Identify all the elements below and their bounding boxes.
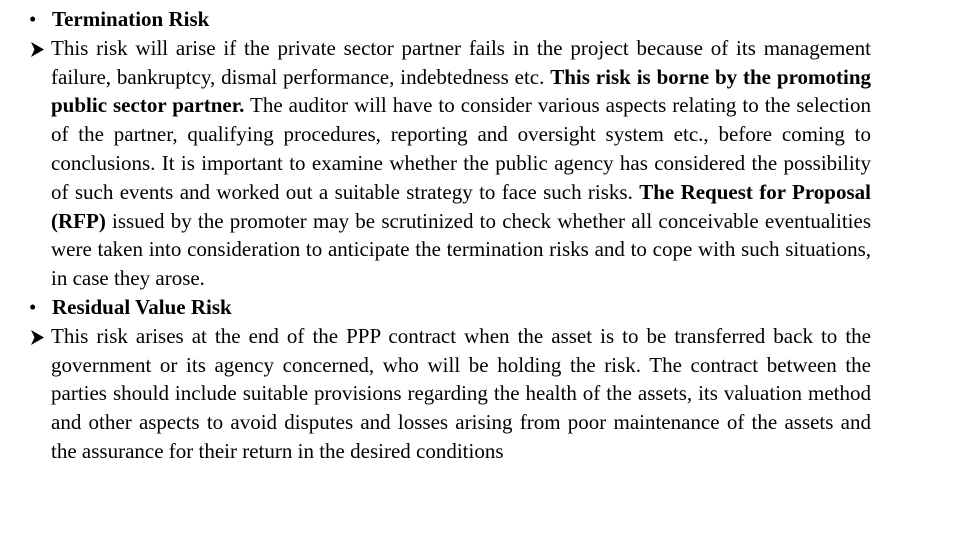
arrow-bullet-icon	[29, 34, 47, 63]
paragraph-text: issued by the promoter may be scrutinized to check whether all conceivable eventualities were taken into consideration to anticipate the termination risks and to cope with such situations, in case they arose.	[51, 208, 871, 291]
bullet-icon: •	[29, 7, 37, 31]
termination-risk-paragraph	[29, 34, 871, 293]
termination-risk-heading	[29, 5, 871, 34]
slide-content	[29, 5, 871, 466]
heading-text: Termination Risk	[52, 7, 210, 31]
paragraph-text: This risk arises at the end of the PPP contract when the asset is to be transferred back to the government or its agency concerned, who will be holding the risk. The contract between the parties should include suitable provisions regarding the health of the assets, its valuation method and other aspects to avoid disputes and losses arising from poor maintenance of the assets and the assurance for their return in the desired conditions	[51, 323, 871, 463]
paragraph-bold-text: The Request for Proposal (RFP)	[51, 179, 871, 233]
arrow-bullet-icon	[29, 322, 47, 351]
paragraph-text: This risk will arise if the private sector partner fails in the project because of its management failure, bankruptcy, dismal performance, indebtedness etc.	[51, 35, 871, 89]
residual-value-risk-paragraph	[29, 322, 871, 466]
paragraph-bold-text: This risk is borne by the promoting public sector partner.	[51, 64, 872, 118]
bullet-icon: •	[29, 294, 37, 319]
residual-value-risk-heading	[29, 293, 871, 322]
heading-text: Residual Value Risk	[52, 294, 232, 319]
paragraph-text: The auditor will have to consider various aspects relating to the selection of the partner, qualifying procedures, reporting and oversight system etc., before coming to conclusions. It is important to examine whether the public agency has considered the possibility of such events and worked out a suitable strategy to face such risks.	[51, 93, 871, 204]
